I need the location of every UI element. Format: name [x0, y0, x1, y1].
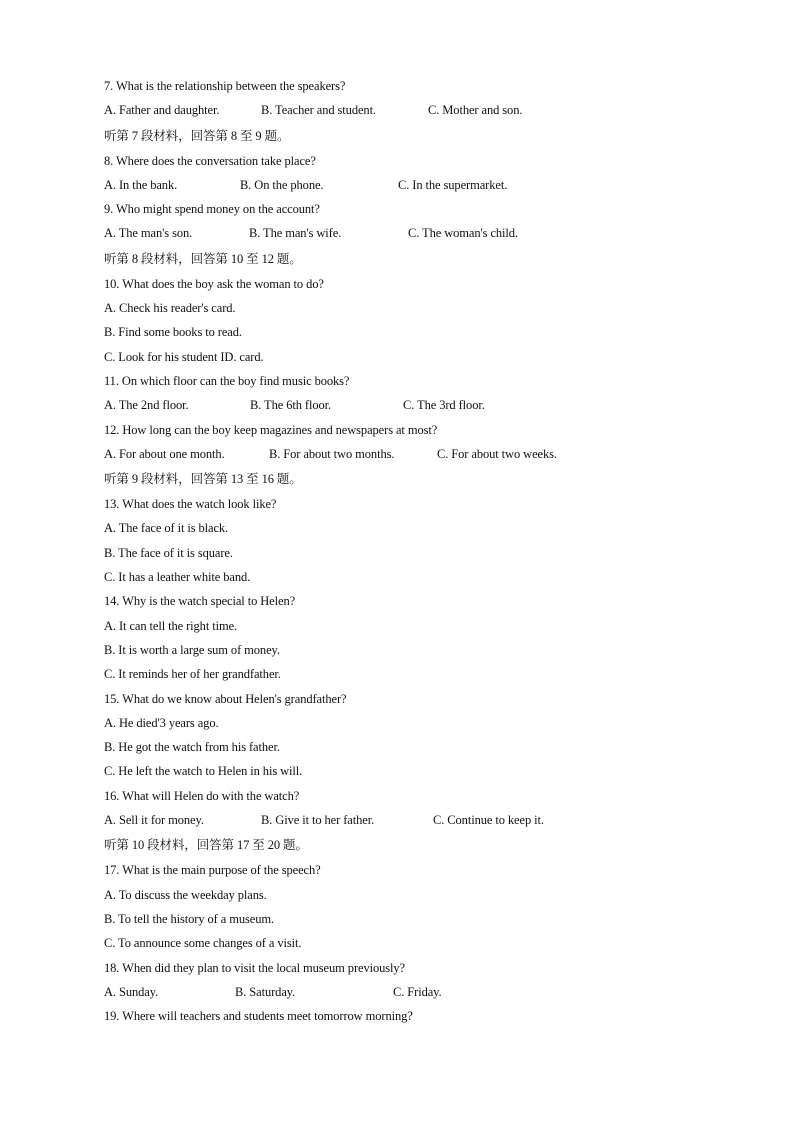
options-12: [104, 442, 744, 466]
option-b: B. Saturday.: [235, 984, 296, 999]
section-heading-8: 听第 8 段材料，回答第 10 至 12 题。: [104, 251, 302, 266]
options-18: [104, 980, 744, 1004]
option-a: A. For about one month.: [104, 446, 225, 461]
question-11: 11. On which floor can the boy find music books?: [104, 373, 350, 388]
option-b: B. Teacher and student.: [261, 103, 376, 118]
options-11: [104, 393, 744, 417]
option-c: C. The 3rd floor.: [403, 398, 485, 413]
section-heading-10: 听第 10 段材料，回答第 17 至 20 题。: [104, 838, 308, 853]
question-14: 14. Why is the watch special to Helen?: [104, 594, 296, 609]
option-a: A. The man's son.: [104, 226, 193, 241]
question-12: 12. How long can the boy keep magazines and newspapers at most?: [104, 422, 438, 437]
options-7: [104, 98, 744, 122]
option-b: B. On the phone.: [240, 177, 324, 192]
option-10b: B. Find some books to read.: [104, 325, 242, 340]
question-18: 18. When did they plan to visit the local museum previously?: [104, 960, 406, 975]
option-17c: C. To announce some changes of a visit.: [104, 936, 302, 951]
option-a: A. Sunday.: [104, 984, 159, 999]
option-c: C. Mother and son.: [428, 103, 523, 118]
section-heading-9: 听第 9 段材料，回答第 13 至 16 题。: [104, 472, 302, 487]
question-15: 15. What do we know about Helen's grandfather?: [104, 691, 347, 706]
option-c: C. For about two weeks.: [437, 446, 557, 461]
options-9: [104, 221, 744, 245]
option-b: B. The man's wife.: [249, 226, 342, 241]
document-body: [104, 74, 744, 1028]
option-a: A. Sell it for money.: [104, 813, 204, 828]
question-17: 17. What is the main purpose of the speech?: [104, 863, 321, 878]
option-b: B. Give it to her father.: [261, 813, 375, 828]
option-14b: B. It is worth a large sum of money.: [104, 642, 280, 657]
option-a: A. Father and daughter.: [104, 103, 220, 118]
option-13a: A. The face of it is black.: [104, 521, 229, 536]
section-heading-7: 听第 7 段材料，回答第 8 至 9 题。: [104, 128, 290, 143]
option-13b: B. The face of it is square.: [104, 545, 233, 560]
question-10: 10. What does the boy ask the woman to do?: [104, 276, 324, 291]
option-b: B. The 6th floor.: [250, 398, 332, 413]
option-c: C. In the supermarket.: [398, 177, 508, 192]
option-14a: A. It can tell the right time.: [104, 618, 238, 633]
option-13c: C. It has a leather white band.: [104, 570, 251, 585]
option-14c: C. It reminds her of her grandfather.: [104, 667, 281, 682]
option-c: C. The woman's child.: [408, 226, 518, 241]
option-10a: A. Check his reader's card.: [104, 301, 236, 316]
question-13: 13. What does the watch look like?: [104, 497, 277, 512]
option-15b: B. He got the watch from his father.: [104, 740, 280, 755]
option-10c: C. Look for his student ID. card.: [104, 349, 264, 364]
option-15c: C. He left the watch to Helen in his will.: [104, 764, 303, 779]
question-8: 8. Where does the conversation take place?: [104, 153, 316, 168]
question-16: 16. What will Helen do with the watch?: [104, 788, 300, 803]
option-a: A. The 2nd floor.: [104, 398, 189, 413]
question-9: 9. Who might spend money on the account?: [104, 202, 320, 217]
option-b: B. For about two months.: [269, 446, 395, 461]
option-17a: A. To discuss the weekday plans.: [104, 887, 267, 902]
option-c: C. Friday.: [393, 984, 442, 999]
option-17b: B. To tell the history of a museum.: [104, 911, 275, 926]
option-15a: A. He died'3 years ago.: [104, 715, 219, 730]
option-a: A. In the bank.: [104, 177, 178, 192]
options-8: [104, 173, 744, 197]
question-7: 7. What is the relationship between the speakers?: [104, 79, 346, 93]
options-16: [104, 808, 744, 832]
option-c: C. Continue to keep it.: [433, 813, 544, 828]
question-19: 19. Where will teachers and students meet tomorrow morning?: [104, 1009, 413, 1024]
